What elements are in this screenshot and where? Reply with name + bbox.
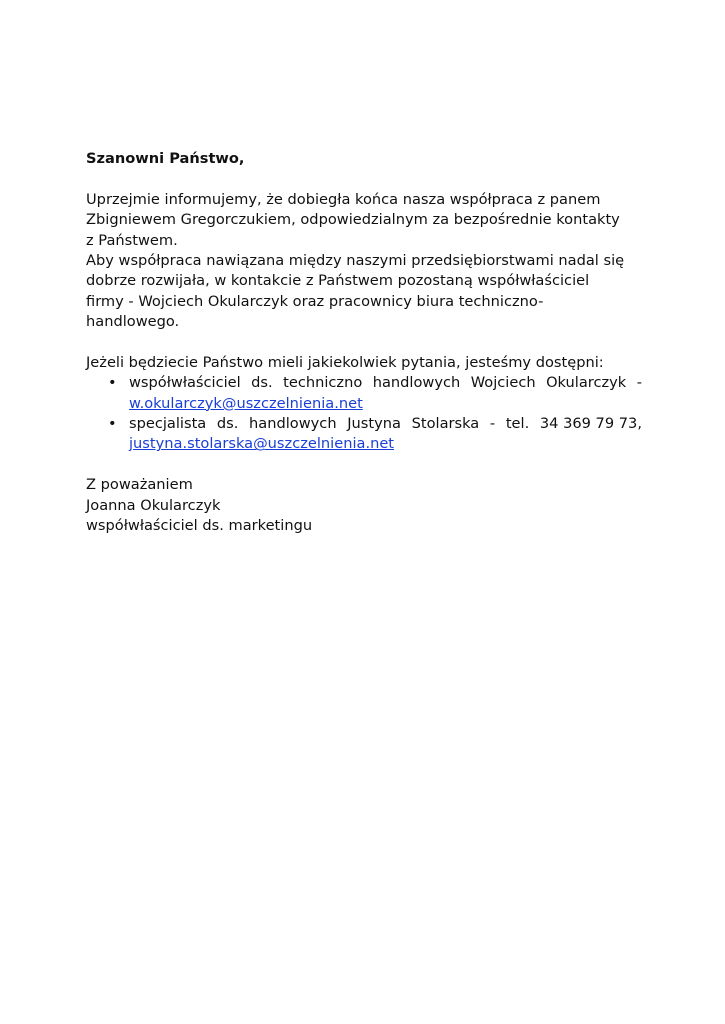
email-link[interactable]: w.okularczyk@uszczelnienia.net — [129, 394, 363, 412]
word: handlowych — [372, 374, 461, 392]
word: ds. — [216, 415, 239, 433]
word: ds. — [251, 374, 273, 392]
paragraph-line: firmy - Wojciech Okularczyk oraz pracownicy biura techniczno- — [86, 292, 544, 310]
contact-item — [86, 373, 642, 414]
word: Stolarska — [411, 415, 480, 433]
word: Justyna — [347, 415, 401, 433]
word: Wojciech — [470, 374, 536, 392]
email-line — [129, 434, 642, 454]
bullet-icon: • — [108, 415, 117, 433]
paragraph-line: handlowego. — [86, 313, 180, 331]
paragraph-line: Zbigniewem Gregorczukiem, odpowiedzialnym za bezpośrednie kontakty — [86, 211, 620, 229]
contact-description — [129, 373, 642, 393]
word: Okularczyk — [546, 374, 627, 392]
spacer — [86, 333, 642, 353]
paragraph-line: dobrze rozwijała, w kontakcie z Państwem pozostaną współwłaściciel — [86, 272, 590, 290]
word: techniczno — [283, 374, 363, 392]
paragraph-line: Uprzejmie informujemy, że dobiegła końca nasza współpraca z panem — [86, 190, 601, 208]
word: handlowych — [249, 415, 337, 433]
spacer — [86, 455, 642, 475]
word: - — [489, 415, 496, 433]
contact-item — [86, 414, 642, 455]
bullet-icon: • — [108, 374, 117, 392]
contact-intro: Jeżeli będziecie Państwo mieli jakiekolwiek pytania, jesteśmy dostępni: — [86, 353, 604, 371]
salutation: Szanowni Państwo, — [86, 150, 245, 167]
paragraph-1 — [86, 190, 642, 333]
contact-list — [86, 373, 642, 455]
word: - — [636, 374, 642, 392]
letter-body — [86, 149, 642, 536]
word: tel. — [505, 415, 530, 433]
signer-title: współwłaściciel ds. marketingu — [86, 517, 313, 535]
contact-description — [129, 414, 642, 434]
closing: Z poważaniem — [86, 476, 193, 494]
email-line — [129, 394, 642, 414]
spacer — [86, 169, 642, 189]
word: współwłaściciel — [129, 374, 241, 392]
word: specjalista — [129, 415, 207, 433]
paragraph-line: Aby współpraca nawiązana między naszymi przedsiębiorstwami nadal się — [86, 251, 625, 269]
paragraph-line: z Państwem. — [86, 231, 178, 249]
email-link[interactable]: justyna.stolarska@uszczelnienia.net — [129, 435, 395, 453]
word: 34 369 79 73, — [539, 415, 642, 433]
signer-name: Joanna Okularczyk — [86, 496, 221, 514]
